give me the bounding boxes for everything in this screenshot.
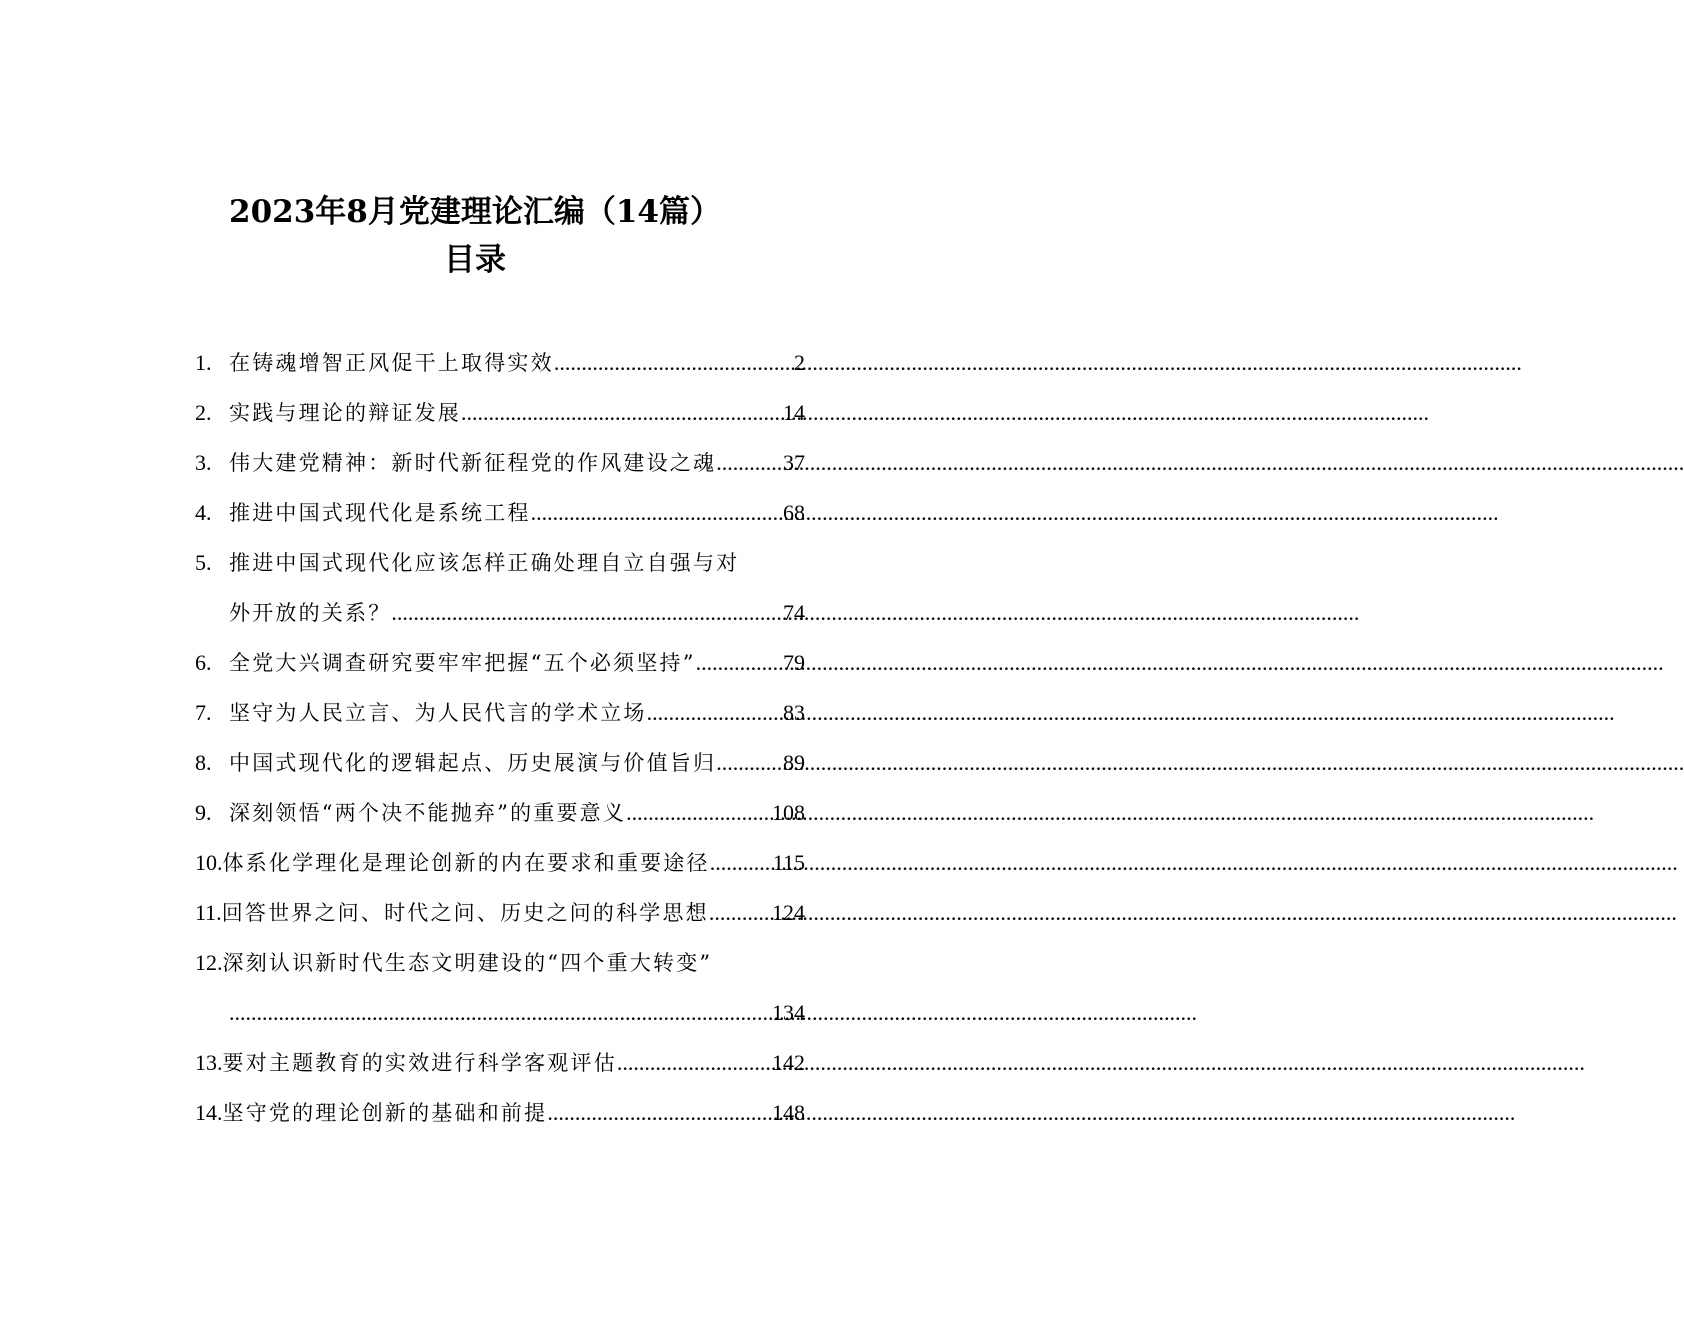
toc-entry-10[interactable] [195, 838, 805, 888]
toc-entry-title: 坚守为人民立言、为人民代言的学术立场 [229, 701, 647, 725]
toc-entry-5[interactable] [195, 538, 805, 588]
document-title: 2023年8月党建理论汇编（14篇） [229, 194, 721, 230]
toc-entry-4[interactable] [195, 488, 805, 538]
toc-entry-title: 伟大建党精神：新时代新征程党的作风建设之魂 [229, 451, 717, 475]
toc-heading: 目录 [444, 242, 506, 278]
toc-entry-title: 回答世界之问、时代之问、历史之问的科学思想 [221, 901, 709, 925]
toc-leader-dots [626, 788, 772, 838]
table-of-contents [195, 338, 805, 1138]
toc-entry-page: 134 [772, 1000, 805, 1025]
toc-entry-9[interactable] [195, 788, 805, 838]
toc-entry-page: 68 [783, 500, 805, 525]
toc-entry-page: 74 [783, 600, 805, 625]
toc-entry-number: 8. [195, 750, 212, 775]
toc-entry-number: 9. [195, 800, 212, 825]
toc-entry-title: 体系化学理化是理论创新的内在要求和重要途径 [222, 851, 710, 875]
toc-entry-number: 5. [195, 550, 212, 575]
toc-entry-title: 在铸魂增智正风促干上取得实效 [229, 351, 554, 375]
toc-leader-dots [696, 638, 783, 688]
toc-entry-3[interactable] [195, 438, 805, 488]
toc-entry-2[interactable] [195, 388, 805, 438]
toc-entry-7[interactable] [195, 688, 805, 738]
toc-entry-page: 2 [794, 350, 805, 375]
toc-leader-dots [710, 838, 773, 888]
toc-leader-dots [547, 1088, 772, 1138]
toc-entry-number: 7. [195, 700, 212, 725]
toc-entry-number: 1. [195, 350, 212, 375]
toc-leader-dots [391, 588, 783, 638]
toc-entry-11[interactable] [195, 888, 805, 938]
toc-entry-title: 坚守党的理论创新的基础和前提 [222, 1101, 548, 1125]
toc-entry-page: 37 [783, 450, 805, 475]
toc-entry-page: 14 [783, 400, 805, 425]
toc-entry-5-continued[interactable] [195, 588, 805, 638]
toc-entry-number: 11. [195, 900, 222, 925]
toc-entry-number: 3. [195, 450, 212, 475]
toc-leader-dots [461, 388, 783, 438]
toc-leader-dots [716, 438, 783, 488]
toc-entry-number: 10. [195, 850, 223, 875]
toc-entry-page: 108 [772, 800, 805, 825]
toc-entry-number: 2. [195, 400, 212, 425]
toc-entry-page: 142 [772, 1050, 805, 1075]
toc-leader-dots [617, 1038, 772, 1088]
toc-entry-title: 实践与理论的辩证发展 [229, 401, 461, 425]
toc-entry-page: 148 [772, 1100, 805, 1125]
toc-entry-title: 全党大兴调查研究要牢牢把握“五个必须坚持” [229, 651, 696, 675]
toc-leader-dots [716, 738, 783, 788]
toc-entry-title: 中国式现代化的逻辑起点、历史展演与价值旨归 [229, 751, 717, 775]
toc-leader-dots [647, 688, 783, 738]
toc-entry-14[interactable] [195, 1088, 805, 1138]
toc-entry-title: 深刻认识新时代生态文明建设的“四个重大转变” [222, 951, 713, 975]
toc-entry-page: 79 [783, 650, 805, 675]
toc-entry-title: 要对主题教育的实效进行科学客观评估 [222, 1051, 617, 1075]
toc-entry-13[interactable] [195, 1038, 805, 1088]
toc-entry-title: 深刻领悟“两个决不能抛弃”的重要意义 [229, 801, 627, 825]
toc-entry-title: 推进中国式现代化是系统工程 [229, 501, 531, 525]
toc-entry-1[interactable] [195, 338, 805, 388]
toc-entry-number: 4. [195, 500, 212, 525]
toc-entry-6[interactable] [195, 638, 805, 688]
toc-entry-number: 14. [195, 1100, 223, 1125]
toc-entry-page: 124 [772, 900, 805, 925]
toc-leader-dots [709, 888, 772, 938]
toc-entry-number: 6. [195, 650, 212, 675]
toc-entry-number: 12. [195, 950, 223, 975]
toc-entry-12[interactable] [195, 938, 805, 988]
toc-entry-page: 83 [783, 700, 805, 725]
toc-leader-dots [531, 488, 783, 538]
toc-entry-title-continued: 外开放的关系？ [229, 601, 392, 625]
toc-entry-page: 89 [783, 750, 805, 775]
toc-entry-number: 13. [195, 1050, 223, 1075]
toc-leader-dots [229, 988, 772, 1038]
toc-entry-8[interactable] [195, 738, 805, 788]
toc-entry-12-continued[interactable] [195, 988, 805, 1038]
toc-leader-dots [554, 338, 794, 388]
toc-entry-page: 115 [772, 850, 805, 875]
toc-entry-title: 推进中国式现代化应该怎样正确处理自立自强与对 [229, 551, 740, 575]
